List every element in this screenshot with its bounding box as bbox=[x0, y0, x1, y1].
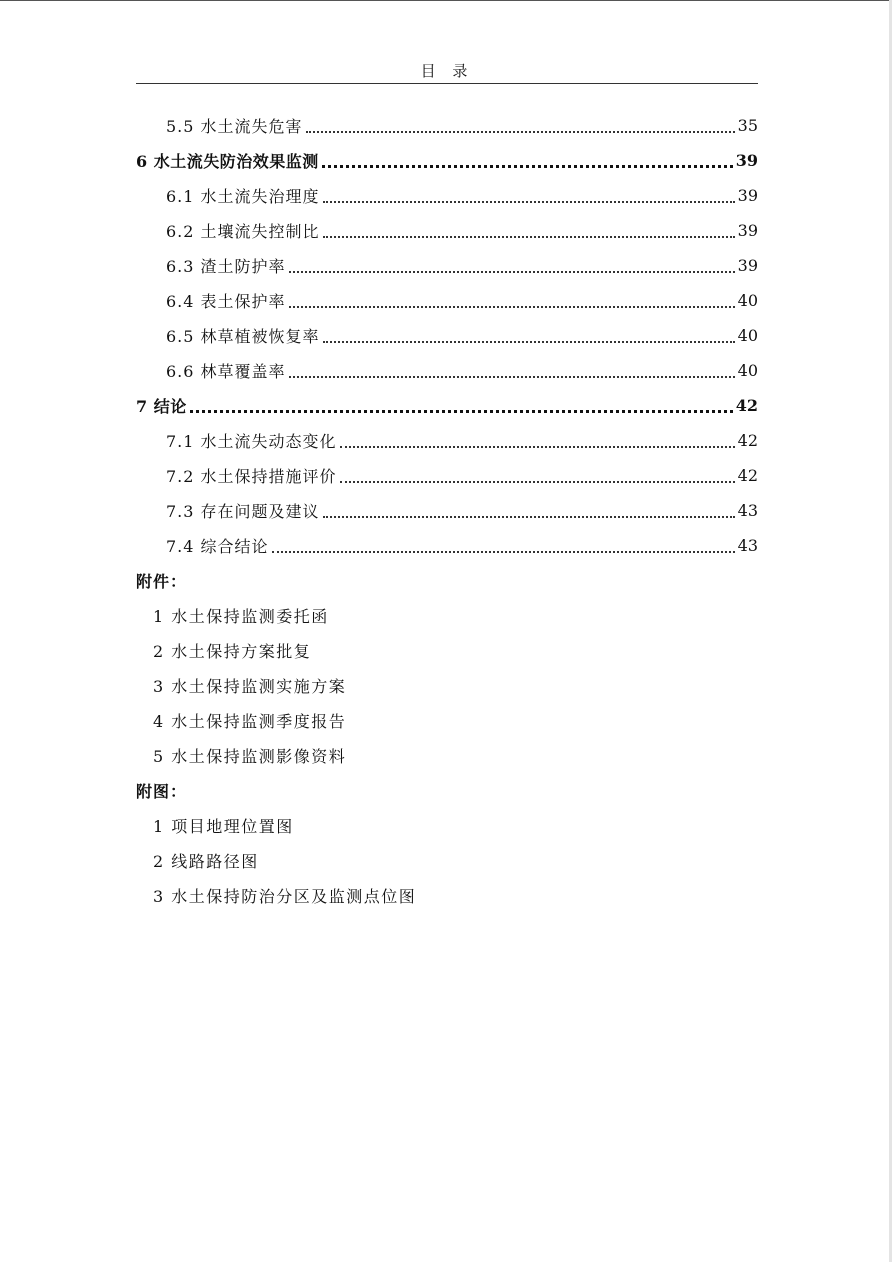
attachment-item: 5 水土保持监测影像资料 bbox=[153, 747, 347, 766]
toc-leader-dots bbox=[323, 325, 735, 343]
toc-entry-label: 6.6 林草覆盖率 bbox=[166, 362, 286, 381]
toc-entry-label: 6.2 土壤流失控制比 bbox=[166, 222, 320, 241]
toc-entry-label: 6.5 林草植被恢复率 bbox=[166, 327, 320, 346]
toc-entry-page: 40 bbox=[737, 291, 758, 310]
table-of-contents bbox=[136, 108, 758, 913]
toc-entry-label: 6.1 水土流失治理度 bbox=[166, 187, 320, 206]
toc-entry-label: 6.3 渣土防护率 bbox=[166, 257, 286, 276]
toc-chapter-entry[interactable] bbox=[136, 143, 758, 178]
toc-entry-label: 6 水土流失防治效果监测 bbox=[136, 152, 319, 171]
page-header-title: 目 录 bbox=[420, 62, 474, 80]
toc-leader-dots bbox=[323, 185, 735, 203]
header-rule bbox=[136, 83, 758, 84]
toc-leader-dots bbox=[289, 255, 735, 273]
toc-entry[interactable] bbox=[136, 178, 758, 213]
toc-entry[interactable] bbox=[136, 248, 758, 283]
toc-leader-dots bbox=[289, 360, 735, 378]
toc-entry-page: 39 bbox=[735, 151, 758, 170]
toc-entry-label: 5.5 水土流失危害 bbox=[166, 117, 303, 136]
toc-entry-page: 35 bbox=[737, 116, 758, 135]
toc-leader-dots bbox=[272, 535, 735, 553]
toc-entry-page: 39 bbox=[737, 221, 758, 240]
toc-entry[interactable] bbox=[136, 528, 758, 563]
toc-entry[interactable] bbox=[136, 318, 758, 353]
toc-entry[interactable] bbox=[136, 213, 758, 248]
toc-chapter-entry[interactable] bbox=[136, 388, 758, 423]
attachment-item: 3 水土保持监测实施方案 bbox=[153, 677, 347, 696]
toc-leader-dots bbox=[190, 394, 733, 413]
figure-item: 2 线路路径图 bbox=[153, 852, 259, 871]
toc-entry[interactable] bbox=[136, 458, 758, 493]
toc-entry-page: 42 bbox=[737, 431, 758, 450]
toc-leader-dots bbox=[289, 290, 735, 308]
toc-entry-label: 7.1 水土流失动态变化 bbox=[166, 432, 337, 451]
toc-entry-page: 40 bbox=[737, 361, 758, 380]
toc-entry-page: 39 bbox=[737, 256, 758, 275]
figure-item: 1 项目地理位置图 bbox=[153, 817, 294, 836]
toc-leader-dots bbox=[340, 430, 735, 448]
toc-entry-page: 42 bbox=[735, 396, 758, 415]
figures-heading: 附图： bbox=[136, 782, 188, 801]
toc-leader-dots bbox=[323, 500, 735, 518]
toc-leader-dots bbox=[306, 115, 735, 133]
toc-entry-label: 7.2 水土保持措施评价 bbox=[166, 467, 337, 486]
toc-leader-dots bbox=[340, 465, 735, 483]
toc-entry-page: 43 bbox=[737, 536, 758, 555]
toc-entry-label: 6.4 表土保护率 bbox=[166, 292, 286, 311]
figure-item: 3 水土保持防治分区及监测点位图 bbox=[153, 887, 417, 906]
page-top-border bbox=[0, 0, 892, 1]
toc-entry[interactable] bbox=[136, 283, 758, 318]
attachment-item: 1 水土保持监测委托函 bbox=[153, 607, 329, 626]
toc-leader-dots bbox=[322, 149, 733, 168]
toc-entry-page: 42 bbox=[737, 466, 758, 485]
toc-entry[interactable] bbox=[136, 423, 758, 458]
attachment-item: 2 水土保持方案批复 bbox=[153, 642, 312, 661]
toc-entry[interactable] bbox=[136, 353, 758, 388]
toc-entry-page: 40 bbox=[737, 326, 758, 345]
toc-entry-label: 7.4 综合结论 bbox=[166, 537, 269, 556]
toc-leader-dots bbox=[323, 220, 735, 238]
attachment-item: 4 水土保持监测季度报告 bbox=[153, 712, 347, 731]
toc-entry-label: 7 结论 bbox=[136, 397, 187, 416]
toc-entry-page: 39 bbox=[737, 186, 758, 205]
attachments-heading: 附件： bbox=[136, 572, 188, 591]
toc-entry[interactable] bbox=[136, 108, 758, 143]
toc-entry[interactable] bbox=[136, 493, 758, 528]
toc-entry-page: 43 bbox=[737, 501, 758, 520]
toc-entry-label: 7.3 存在问题及建议 bbox=[166, 502, 320, 521]
